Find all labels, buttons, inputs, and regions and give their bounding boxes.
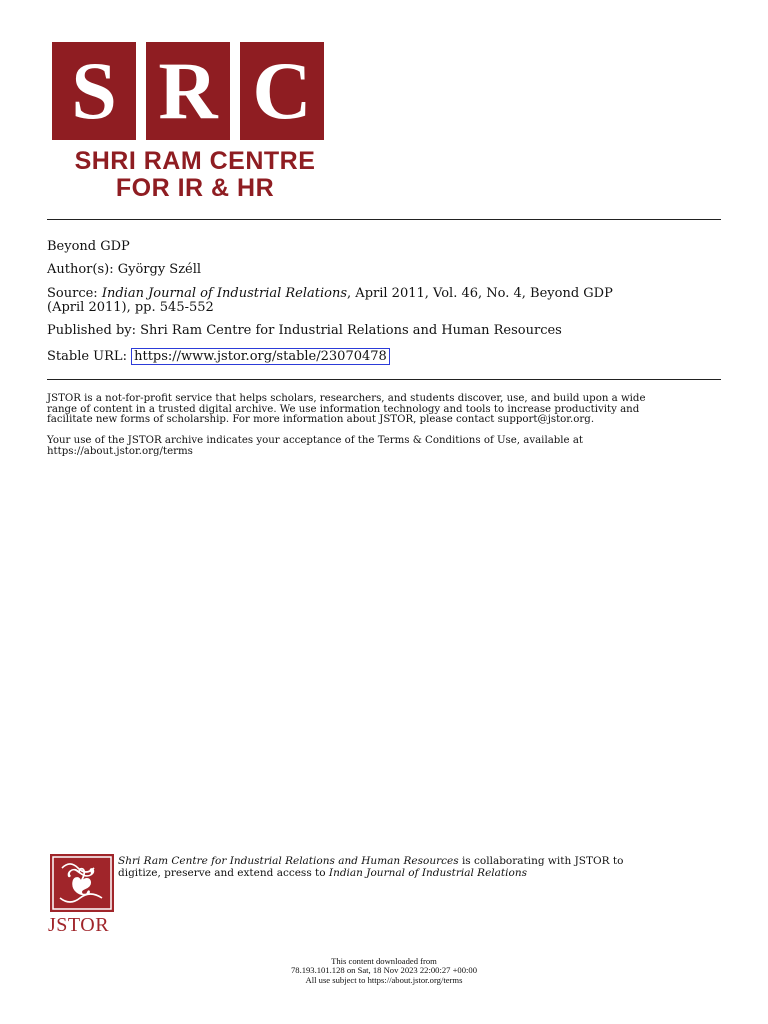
jstor-notice (47, 394, 722, 426)
src-logo (48, 42, 342, 202)
stable-url-line (47, 349, 390, 364)
logo-text-line-1: SHRI RAM CENTRE (74, 147, 316, 175)
jstor-logo (48, 854, 114, 937)
publisher-value: Shri Ram Centre for Industrial Relations and Human Resources (140, 323, 562, 338)
terms-notice (47, 436, 722, 457)
logo-letter-s: S (52, 42, 136, 140)
logo-letter-c: C (240, 42, 324, 140)
footer-line-1: This content downloaded from (331, 956, 437, 966)
terms-line-url[interactable]: https://about.jstor.org/terms (47, 445, 193, 457)
stable-url-link[interactable]: https://www.jstor.org/stable/23070478 (131, 348, 390, 365)
logo-letter-r: R (146, 42, 230, 140)
notice-line: range of content in a trusted digital archive. We use information technology and tools to increase productivity and (47, 403, 640, 415)
authors-line (47, 262, 201, 277)
collab-prefix: digitize, preserve and extend access to (118, 867, 329, 879)
source-details: , April 2011, Vol. 46, No. 4, Beyond GDP (347, 286, 613, 301)
footer-line-3: All use subject to https://about.jstor.org/terms (305, 974, 463, 985)
collaboration-line-1 (118, 855, 678, 867)
source-journal: Indian Journal of Industrial Relations (101, 286, 348, 301)
source-line (47, 286, 613, 301)
authors-value: György Széll (117, 262, 202, 277)
collab-journal: Indian Journal of Industrial Relations (328, 867, 527, 879)
top-divider (47, 219, 721, 220)
notice-line: facilitate new forms of scholarship. For more information about JSTOR, please contact support@jstor.org. (47, 414, 595, 425)
download-footer (0, 957, 768, 985)
publisher-line (47, 323, 562, 338)
collab-publisher: Shri Ram Centre for Industrial Relations and Human Resources (118, 855, 459, 867)
middle-divider (47, 379, 721, 380)
terms-line: Your use of the JSTOR archive indicates your acceptance of the Terms & Conditions of Use, available at (47, 435, 583, 446)
authors-label: Author(s): (47, 262, 114, 277)
source-label: Source: (47, 286, 98, 301)
stable-url-label: Stable URL: (47, 349, 127, 364)
jstor-seal-icon: ❦ (50, 854, 114, 912)
notice-line: JSTOR is a not-for-profit service that helps scholars, researchers, and students discover, use, and build upon a wide (47, 393, 646, 404)
footer-line-2: 78.193.101.128 on Sat, 18 Nov 2023 22:00:27 +00:00 (290, 965, 478, 976)
jstor-wordmark: JSTOR (48, 914, 110, 936)
collaboration-statement (118, 855, 678, 879)
logo-text-line-2: FOR IR & HR (115, 174, 275, 202)
collab-middle: is collaborating with JSTOR to (458, 855, 624, 867)
source-line-2: (April 2011), pp. 545-552 (47, 300, 214, 315)
collaboration-line-2 (118, 867, 678, 879)
logo-letter-boxes (52, 42, 342, 140)
article-title: Beyond GDP (47, 239, 130, 254)
publisher-label: Published by: (47, 323, 136, 338)
